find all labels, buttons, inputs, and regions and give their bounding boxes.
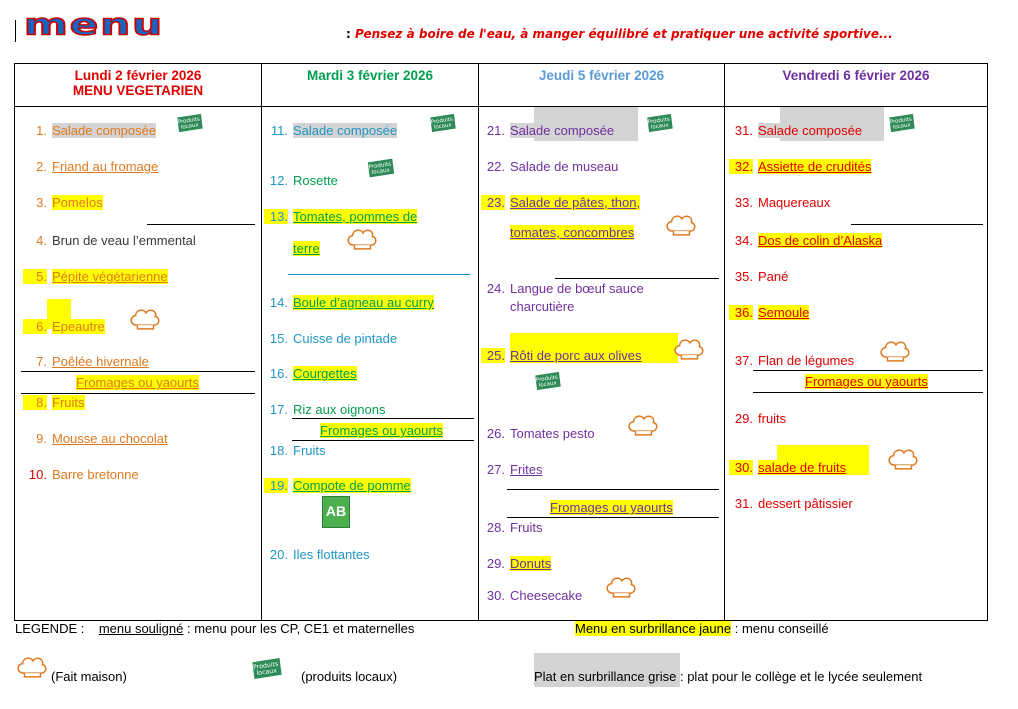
column-friday bbox=[725, 107, 988, 621]
list-item: 17. Riz aux oignons bbox=[269, 402, 386, 417]
legend-label: LEGENDE : bbox=[15, 621, 85, 636]
local-products-icon bbox=[175, 113, 205, 133]
list-item: 34. Dos de colin d’Alaska bbox=[734, 233, 883, 248]
list-item-continuation: tomates, concombres bbox=[510, 225, 635, 240]
list-item: 9. Mousse au chocolat bbox=[36, 431, 168, 446]
local-products-icon bbox=[887, 113, 917, 133]
legend-underline bbox=[15, 621, 414, 636]
homemade-icon bbox=[627, 413, 659, 436]
list-item: 29. Donuts bbox=[486, 556, 552, 571]
list-item: 2. Friand au fromage bbox=[36, 159, 159, 174]
divider-line bbox=[147, 224, 255, 225]
day-title: Mardi 3 février 2026 bbox=[306, 68, 434, 83]
list-item-continuation: charcutière bbox=[510, 299, 575, 314]
legend-underline-desc: : menu pour les CP, CE1 et maternelles bbox=[183, 621, 415, 636]
list-item: 10. Barre bretonne bbox=[28, 467, 139, 482]
divider-line bbox=[288, 274, 470, 275]
list-item: 1. Salade composée bbox=[36, 123, 157, 138]
list-item: 11. Salade composée bbox=[270, 123, 398, 138]
day-subtitle: MENU VEGETARIEN bbox=[72, 83, 204, 98]
menu-logo: menu bbox=[24, 7, 165, 42]
list-item: 20. Iles flottantes bbox=[269, 547, 370, 562]
divider-line bbox=[507, 489, 719, 490]
local-products-icon bbox=[645, 113, 675, 133]
homemade-icon bbox=[16, 655, 48, 678]
legend-grey-desc: : plat pour le collège et le lycée seulement bbox=[676, 669, 923, 684]
list-item: 23. Salade de pâtes, thon, bbox=[481, 195, 640, 210]
legend-yellow bbox=[575, 621, 829, 636]
day-title: Vendredi 6 février 2026 bbox=[782, 68, 930, 83]
homemade-icon bbox=[346, 227, 378, 250]
list-item: 25. Rôti de porc aux olives bbox=[481, 348, 642, 363]
local-products-icon bbox=[428, 113, 458, 133]
homemade-icon bbox=[665, 213, 697, 236]
list-item: 3. Pomelos bbox=[36, 195, 103, 210]
list-item-continuation: terre bbox=[293, 241, 320, 256]
divider-line bbox=[292, 418, 474, 419]
organic-badge-label: AB bbox=[325, 503, 347, 519]
list-item: 8. Fruits bbox=[23, 395, 85, 410]
local-products-icon bbox=[250, 657, 284, 680]
list-item: 27. Frites bbox=[486, 462, 543, 477]
list-item: 33. Maquereaux bbox=[734, 195, 831, 210]
list-item: 37. Flan de légumes bbox=[734, 353, 855, 368]
homemade-icon bbox=[879, 339, 911, 362]
legend-yellow-term: Menu en surbrillance jaune bbox=[575, 621, 732, 636]
list-item: 5. Pépite végétarienne bbox=[23, 269, 168, 284]
list-item: Fromages ou yaourts bbox=[550, 500, 673, 515]
divider-line bbox=[292, 440, 474, 441]
list-item: 19. Compote de pomme bbox=[264, 478, 411, 493]
legend-grey bbox=[534, 669, 922, 684]
divider-line bbox=[21, 371, 255, 372]
list-item: Fromages ou yaourts bbox=[320, 423, 443, 438]
list-item: 16. Courgettes bbox=[269, 366, 357, 381]
list-item: 31. dessert pâtissier bbox=[734, 496, 853, 511]
list-item: Fromages ou yaourts bbox=[76, 375, 199, 390]
list-item: 26. Tomates pesto bbox=[486, 426, 595, 441]
list-item: 22. Salade de museau bbox=[486, 159, 619, 174]
organic-badge bbox=[322, 496, 350, 528]
list-item: 36. Semoule bbox=[729, 305, 809, 320]
list-item: 35. Pané bbox=[734, 269, 789, 284]
list-item: 18. Fruits bbox=[269, 443, 326, 458]
list-item: 32. Assiette de crudités bbox=[729, 159, 871, 174]
homemade-icon bbox=[673, 337, 705, 360]
list-item: Fromages ou yaourts bbox=[805, 374, 928, 389]
list-item: 12. Rosette bbox=[269, 173, 338, 188]
list-item: 24. Langue de bœuf sauce bbox=[486, 281, 644, 296]
homemade-icon bbox=[605, 575, 637, 598]
header-divider bbox=[15, 20, 16, 42]
legend-grey-term: Plat en surbrillance grise bbox=[534, 669, 677, 684]
day-title: Jeudi 5 février 2026 bbox=[538, 68, 665, 83]
legend-local: (produits locaux) bbox=[301, 669, 398, 684]
list-item: 30. Cheesecake bbox=[486, 588, 583, 603]
menu-table bbox=[14, 63, 988, 621]
divider-line bbox=[555, 278, 719, 279]
day-header-tuesday bbox=[262, 64, 479, 107]
column-monday bbox=[15, 107, 262, 621]
column-tuesday bbox=[262, 107, 479, 621]
list-item: 4. Brun de veau l’emmental bbox=[36, 233, 196, 248]
legend-underline-term: menu souligné bbox=[98, 621, 184, 636]
local-products-icon bbox=[533, 371, 563, 391]
divider-line bbox=[753, 392, 983, 393]
tagline: : Pensez à boire de l'eau, à manger équilibré et pratiquer une activité sportive... bbox=[346, 27, 893, 41]
divider-line bbox=[753, 370, 983, 371]
divider-line bbox=[851, 224, 983, 225]
list-item: 7. Poêlée hivernale bbox=[36, 354, 149, 369]
list-item: 30. salade de fruits bbox=[729, 460, 846, 475]
list-item: 29. fruits bbox=[734, 411, 787, 426]
homemade-icon bbox=[887, 447, 919, 470]
homemade-icon bbox=[129, 307, 161, 330]
day-header-friday bbox=[725, 64, 988, 107]
divider-line bbox=[21, 393, 255, 394]
list-item: 13. Tomates, pommes de bbox=[264, 209, 417, 224]
day-title: Lundi 2 février 2026 bbox=[74, 68, 202, 83]
column-thursday bbox=[479, 107, 725, 621]
tagline-text: Pensez à boire de l'eau, à manger équilibré et pratiquer une activité sportive... bbox=[354, 27, 893, 41]
list-item: 31. Salade composée bbox=[734, 123, 863, 138]
day-header-monday bbox=[15, 64, 262, 107]
list-item: 15. Cuisse de pintade bbox=[269, 331, 398, 346]
list-item: 21. Salade composée bbox=[486, 123, 615, 138]
divider-line bbox=[507, 517, 719, 518]
list-item: 14. Boule d’agneau au curry bbox=[269, 295, 434, 310]
local-products-icon bbox=[366, 157, 396, 179]
day-header-thursday bbox=[479, 64, 725, 107]
list-item: 28. Fruits bbox=[486, 520, 543, 535]
legend-yellow-desc: : menu conseillé bbox=[731, 621, 829, 636]
legend-homemade: (Fait maison) bbox=[51, 669, 127, 684]
list-item: 6. Epeautre bbox=[23, 319, 105, 334]
